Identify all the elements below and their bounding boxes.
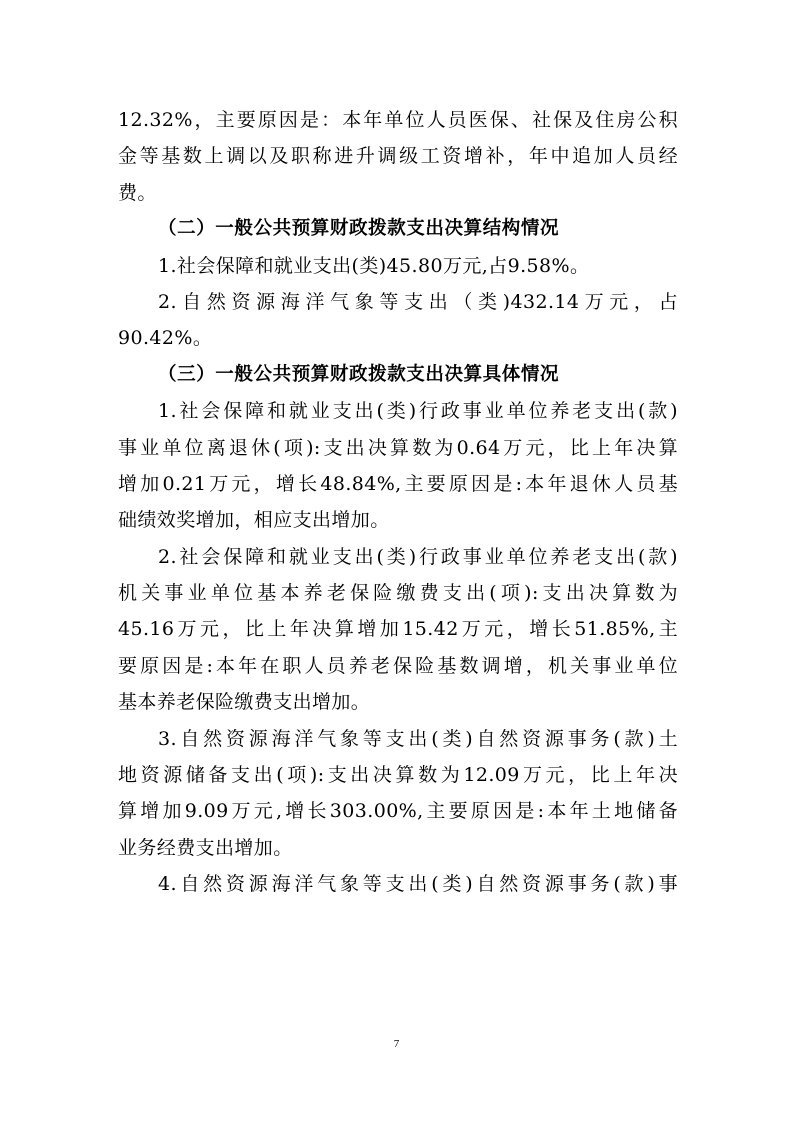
paragraph-line: 费。 [118, 181, 157, 204]
paragraph-line: 金等基数上调以及职称进升调级工资增补，年中追加人员经 [118, 145, 678, 168]
paragraph-line: 业务经费支出增加。 [118, 836, 293, 859]
paragraph-line: 基本养老保险缴费支出增加。 [118, 691, 371, 714]
paragraph-line: 础绩效奖增加，相应支出增加。 [118, 509, 390, 532]
paragraph-line: 地资源储备支出(项):支出决算数为12.09万元，比上年决 [118, 764, 678, 787]
section-heading-2: （二）一般公共预算财政拨款支出决算结构情况 [158, 218, 560, 240]
paragraph-line: 要原因是:本年在职人员养老保险基数调增，机关事业单位 [118, 654, 678, 677]
paragraph-line: 2.社会保障和就业支出(类)行政事业单位养老支出(款) [158, 545, 678, 568]
paragraph-line: 4.自然资源海洋气象等支出(类)自然资源事务(款)事 [158, 873, 678, 896]
paragraph-line: 3.自然资源海洋气象等支出(类)自然资源事务(款)土 [158, 727, 678, 750]
paragraph-line: 1.社会保障和就业支出(类)45.80万元,占9.58%。 [158, 254, 590, 277]
paragraph-line: 90.42%。 [118, 327, 213, 350]
paragraph-line: 1.社会保障和就业支出(类)行政事业单位养老支出(款) [158, 400, 678, 423]
document-body [118, 102, 678, 903]
paragraph-line: 事业单位离退休(项):支出决算数为0.64万元，比上年决算 [118, 436, 678, 459]
paragraph-line: 12.32%，主要原因是：本年单位人员医保、社保及住房公积 [118, 109, 678, 131]
paragraph-line: 增加0.21万元，增长48.84%,主要原因是:本年退休人员基 [118, 472, 678, 495]
section-heading-3: （三）一般公共预算财政拨款支出决算具体情况 [158, 363, 560, 385]
paragraph-line: 2.自然资源海洋气象等支出（类)432.14万元，占 [158, 290, 678, 313]
paragraph-line: 45.16万元，比上年决算增加15.42万元，增长51.85%,主 [118, 618, 678, 641]
page-number: 7 [393, 1038, 400, 1050]
paragraph-line: 机关事业单位基本养老保险缴费支出(项):支出决算数为 [118, 582, 678, 605]
paragraph-line: 算增加9.09万元,增长303.00%,主要原因是:本年土地储备 [118, 800, 678, 823]
